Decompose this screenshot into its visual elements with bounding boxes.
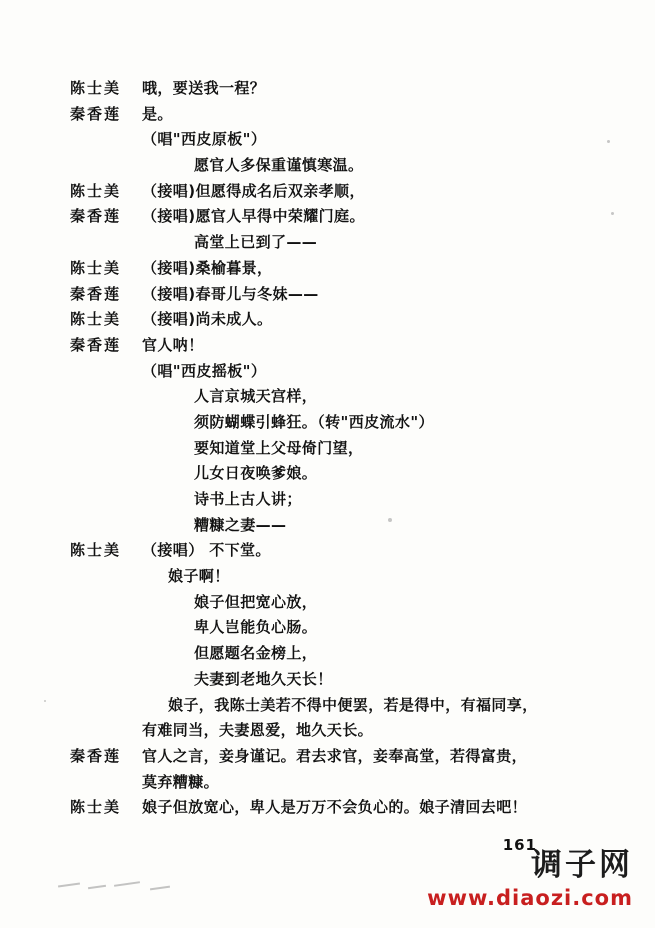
script-line (70, 695, 580, 716)
watermark (427, 848, 633, 910)
speaker-label: 陈士美 (70, 79, 122, 97)
line-text: 官人呐！ (142, 335, 204, 354)
line-text: 愿官人多保重谨慎寒温。 (194, 156, 364, 175)
script-line (70, 155, 580, 176)
script-line (70, 181, 580, 202)
script-line (70, 438, 580, 459)
line-text: 人言京城天宫样， (194, 387, 318, 406)
speaker-label: 陈士美 (70, 258, 122, 277)
line-text: （接唱)桑榆暮景， (142, 258, 273, 277)
line-text: （唱"西皮摇板"） (142, 361, 267, 380)
script-line (70, 309, 580, 330)
watermark-site-name: 调子网 (531, 846, 633, 883)
line-text: （接唱)春哥儿与冬妹—— (142, 284, 319, 303)
script-line (70, 335, 580, 356)
script-line (70, 617, 580, 638)
script-line (70, 386, 580, 407)
line-text: 娘子但把宽心放， (194, 592, 318, 611)
speaker-label: 陈士美 (70, 541, 122, 560)
script-line (70, 669, 580, 690)
scan-speck (44, 700, 46, 702)
script-line (70, 746, 580, 767)
scan-speck (611, 212, 614, 215)
speaker-label: 陈士美 (70, 181, 122, 200)
speaker-label: 陈士美 (70, 798, 122, 817)
speaker-label: 秦香莲 (70, 746, 122, 765)
script-line (70, 361, 580, 382)
line-text: 是。 (142, 104, 173, 123)
script-text-body (70, 78, 580, 823)
line-text: 娘子啊！ (168, 567, 230, 586)
line-text: （接唱)愿官人早得中荣耀门庭。 (142, 207, 365, 226)
line-text: 哦，要送我一程？ (142, 79, 266, 97)
script-line (70, 284, 580, 305)
script-line (70, 206, 580, 227)
speaker-label: 秦香莲 (70, 104, 122, 123)
line-text: （唱"西皮原板"） (142, 130, 267, 149)
speaker-label: 秦香莲 (70, 284, 122, 303)
speaker-label: 秦香莲 (70, 335, 122, 354)
script-line (70, 515, 580, 536)
speaker-label: 陈士美 (70, 310, 122, 329)
script-line (70, 720, 580, 741)
script-line (70, 129, 580, 150)
page-number: 161 (502, 836, 537, 854)
line-text: （接唱） 不下堂。 (142, 541, 271, 560)
line-text: 娘子，我陈士美若不得中便罢，若是得中，有福同享， (168, 695, 538, 714)
line-text: 须防蝴蝶引蜂狂。（转"西皮流水"） (194, 412, 434, 431)
script-line (70, 540, 580, 561)
script-line (70, 772, 580, 793)
line-text: 卑人岂能负心肠。 (194, 618, 318, 637)
line-text: 夫妻到老地久天长！ (194, 669, 333, 688)
scan-speck (607, 140, 610, 143)
line-text: 娘子但放宽心，卑人是万万不会负心的。娘子清回去吧！ (142, 798, 528, 817)
script-line (70, 258, 580, 279)
script-line (70, 566, 580, 587)
script-line (70, 643, 580, 664)
line-text: 有难同当，夫妻恩爱，地久天长。 (142, 721, 374, 740)
line-text: 官人之言，妾身谨记。君去求官，妾奉高堂，若得富贵， (142, 746, 528, 765)
script-line (70, 463, 580, 484)
line-text: 要知道堂上父母倚门望， (194, 438, 364, 457)
script-line (70, 412, 580, 433)
script-line (70, 232, 580, 253)
script-line (70, 104, 580, 125)
script-line (70, 592, 580, 613)
line-text: 糟糠之妻—— (194, 515, 287, 534)
line-text: 儿女日夜唤爹娘。 (194, 464, 318, 483)
scan-edge-marks (58, 880, 188, 896)
speaker-label: 秦香莲 (70, 207, 122, 226)
script-line (70, 489, 580, 510)
line-text: 莫弃糟糠。 (142, 772, 220, 791)
script-line (70, 78, 580, 99)
script-line (70, 797, 580, 818)
line-text: 但愿题名金榜上， (194, 644, 318, 663)
line-text: 高堂上已到了—— (194, 233, 318, 252)
watermark-url: www.diaozi.com (427, 886, 633, 910)
scan-speck (388, 518, 392, 522)
line-text: 诗书上古人讲； (194, 490, 302, 508)
line-text: （接唱)但愿得成名后双亲孝顺， (142, 181, 365, 200)
line-text: （接唱)尚未成人。 (142, 310, 273, 329)
